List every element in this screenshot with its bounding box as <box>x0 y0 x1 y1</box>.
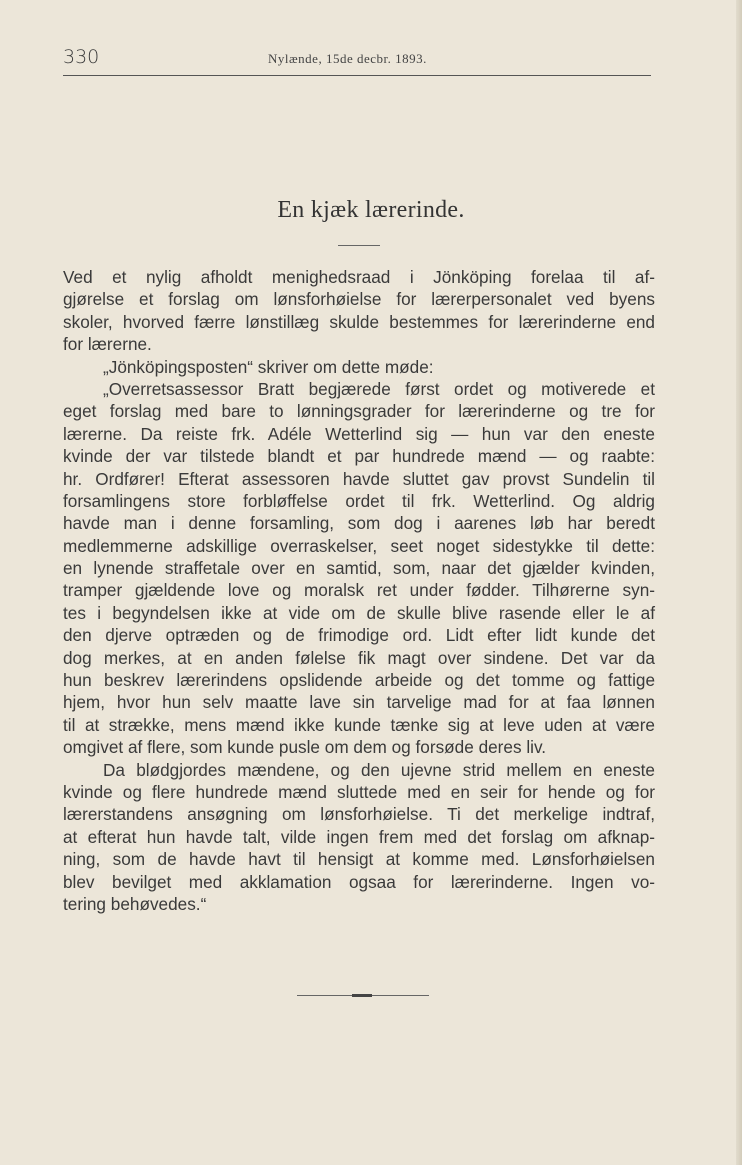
text-line: Ved et nylig afholdt menighedsraad i Jönköping forelaa til af- <box>63 267 655 287</box>
text-line: medlemmerne adskillige overraskelser, seet noget sidestykke til dette: <box>63 535 655 556</box>
text-line: forsamlingens store forbløffelse ordet til frk. Wetterlind. Og aldrig <box>63 490 655 511</box>
text-line: tramper gjældende love og moralsk ret under fødder. Tilhørerne syn- <box>63 580 655 601</box>
text-line: „Overretsassessor Bratt begjærede først ordet og motiverede et <box>103 378 655 399</box>
page-edge <box>736 0 742 1165</box>
text-line: ning, som de havde havt til hensigt at komme med. Lønsforhøielsen <box>63 849 655 870</box>
text-line: til at strække, mens mænd ikke kunde tænke sig at leve uden at være <box>63 714 655 735</box>
text-line: lærerne. Da reiste frk. Adéle Wetterlind sig — hun var den eneste <box>63 423 655 444</box>
text-line: hr. Ordfører! Efterat assessoren havde sluttet gav provst Sundelin til <box>63 468 655 489</box>
text-line: Da blødgjordes mændene, og den ujevne strid mellem en eneste <box>103 759 655 780</box>
text-line: for lærerne. <box>63 334 152 355</box>
text-line: gjørelse et forslag om lønsforhøielse for lærerpersonalet ved byens <box>63 289 655 310</box>
text-line: tes i begyndelsen ikke at vide om de skulle blive rasende eller le af <box>63 602 655 623</box>
text-line: hun beskrev lærerindens opslidende arbeide og det tomme og fattige <box>63 670 655 691</box>
text-line: lærerstandens ansøgning om lønsforhøielse. Ti det merkelige indtraf, <box>63 804 655 825</box>
paragraph <box>63 378 655 759</box>
text-line: kvinde der var tilstede blandt et par hundrede mænd — og raabte: <box>63 446 655 467</box>
article-body <box>63 266 655 915</box>
article-title: En kjæk lærerinde. <box>277 197 465 223</box>
page-number: 330 <box>63 46 100 68</box>
header-rule <box>63 75 651 76</box>
page-header <box>63 46 651 74</box>
text-line: blev bevilget med akklamation ogsaa for lærerinderne. Ingen vo- <box>63 871 655 892</box>
running-head: Nylænde, 15de decbr. 1893. <box>268 51 427 66</box>
text-line: kvinde og flere hundrede mænd sluttede med en seir for hende og for <box>63 781 655 802</box>
text-line: eget forslag med bare to lønningsgrader for lærerinderne og tre for <box>63 401 655 422</box>
paragraph <box>63 356 655 378</box>
text-line: „Jönköpingsposten“ skriver om dette møde: <box>103 356 434 377</box>
title-divider <box>338 245 380 246</box>
text-line: den djerve optræden og de frimodige ord. Lidt efter lidt kunde det <box>63 625 655 646</box>
text-line: tering behøvedes.“ <box>63 893 207 914</box>
text-line: en lynende straffetale over en samtid, som, naar det gjælder kvinden, <box>63 558 655 579</box>
text-line: hjem, hvor hun selv maatte lave sin tarvelige mad for at faa lønnen <box>63 692 655 713</box>
text-line: havde man i denne forsamling, som dog i aarenes løb har beredt <box>63 513 655 534</box>
text-line: dog merkes, at en anden følelse fik magt over sindene. Det var da <box>63 647 655 668</box>
end-divider-ornament <box>352 994 372 997</box>
text-line: skoler, hvorved færre lønstillæg skulde bestemmes for lærerinderne end <box>63 311 655 332</box>
text-line: at efterat hun havde talt, vilde ingen frem med det forslag om afknap- <box>63 826 655 847</box>
text-line: omgivet af flere, som kunde pusle om dem og forsøde deres liv. <box>63 737 547 758</box>
paragraph <box>63 266 655 356</box>
paragraph <box>63 759 655 916</box>
